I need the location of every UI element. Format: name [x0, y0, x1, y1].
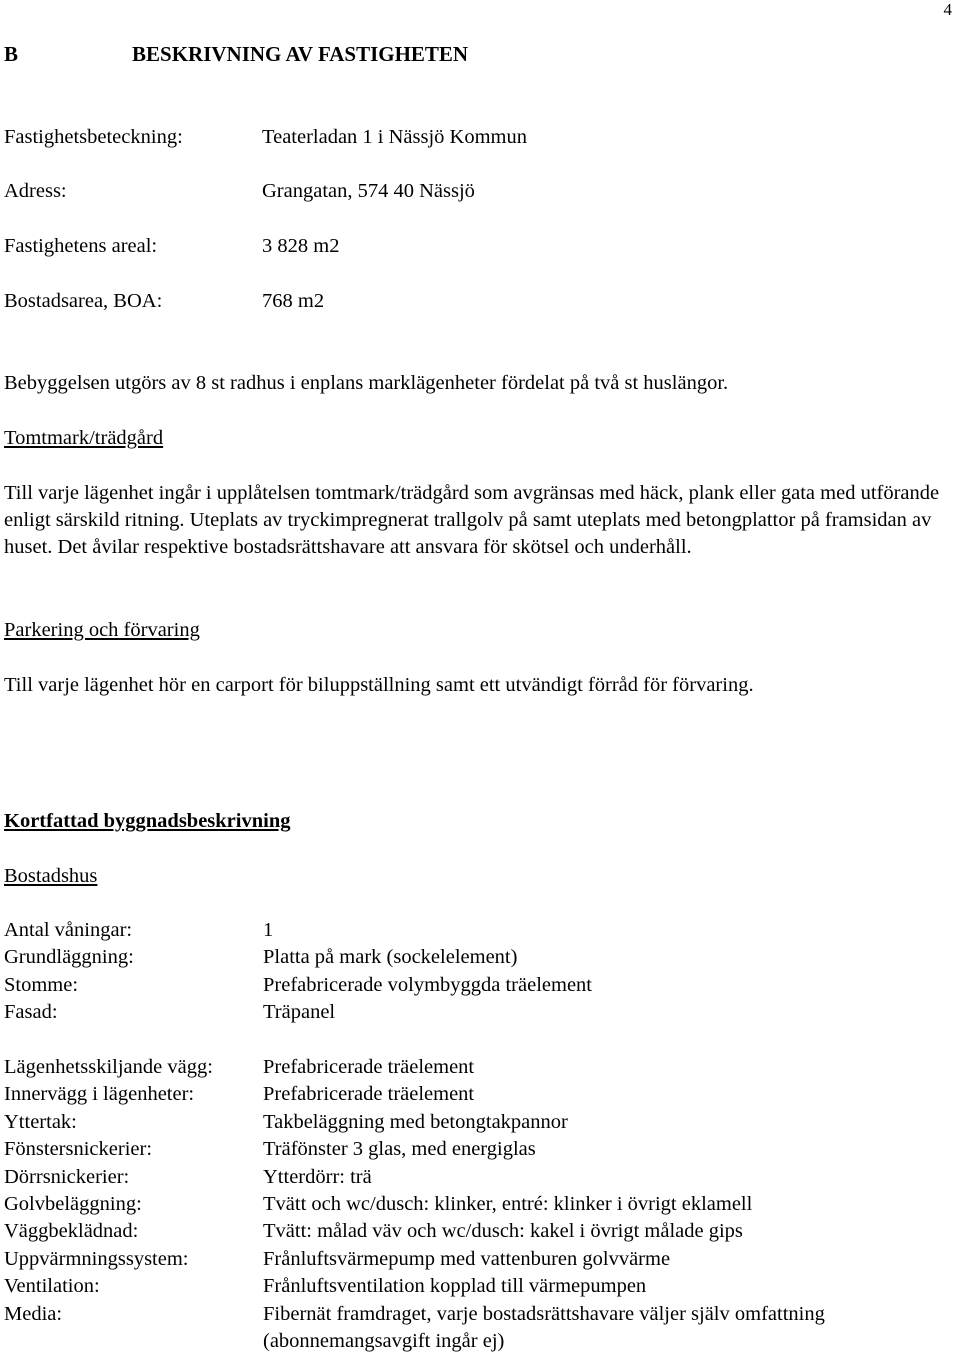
spec-value: Frånluftsventilation kopplad till värmepumpen — [263, 1275, 647, 1297]
spec-value: Frånluftsvärmepump med vattenburen golvvärme — [263, 1248, 671, 1270]
section-letter: B — [4, 42, 19, 66]
property-label: Adress: — [4, 180, 67, 202]
spec-label: Golvbeläggning: — [4, 1193, 142, 1215]
spec-value: Ytterdörr: trä — [263, 1166, 372, 1188]
spec-label: Uppvärmningssystem: — [4, 1248, 189, 1270]
page-number: 4 — [943, 0, 952, 19]
spec-value: Takbeläggning med betongtakpannor — [263, 1111, 568, 1133]
building-subheading: Bostadshus — [4, 865, 98, 887]
spec-label: Väggbeklädnad: — [4, 1220, 139, 1242]
spec-label: Stomme: — [4, 974, 79, 996]
spec-label: Media: — [4, 1303, 63, 1325]
spec-value: 1 — [263, 919, 274, 941]
spec-label: Ventilation: — [4, 1275, 100, 1297]
spec-value: Träfönster 3 glas, med energiglas — [263, 1138, 536, 1160]
parking-heading: Parkering och förvaring — [4, 619, 200, 641]
property-value: Grangatan, 574 40 Nässjö — [262, 180, 475, 202]
garden-text: Till varje lägenhet ingår i upplåtelsen tomtmark/trädgård som avgränsas med häck, plank eller gata med utförande enligt särskild ritning. Uteplats av tryckimpregnerat trallgolv på samt uteplats med betongplattor på framsidan av huset. Det åvilar respektive bostadsrättshavare att ansvara för skötsel och underhåll. — [4, 482, 940, 558]
spec-label: Innervägg i lägenheter: — [4, 1083, 195, 1105]
intro-text: Bebyggelsen utgörs av 8 st radhus i enplans marklägenheter fördelat på två st huslängor. — [4, 372, 729, 394]
spec-value: Prefabricerade träelement — [263, 1083, 475, 1105]
spec-value: Träpanel — [263, 1001, 336, 1023]
property-value: 3 828 m2 — [262, 235, 340, 257]
spec-value-continuation: (abonnemangsavgift ingår ej) — [263, 1330, 505, 1352]
spec-label: Grundläggning: — [4, 946, 134, 968]
spec-label: Dörrsnickerier: — [4, 1166, 130, 1188]
section-title: BESKRIVNING AV FASTIGHETEN — [132, 42, 469, 66]
building-heading: Kortfattad byggnadsbeskrivning — [4, 810, 291, 832]
spec-label: Lägenhetsskiljande vägg: — [4, 1056, 213, 1078]
property-label: Fastighetsbeteckning: — [4, 126, 183, 148]
property-label: Bostadsarea, BOA: — [4, 290, 163, 312]
spec-value: Tvätt och wc/dusch: klinker, entré: klinker i övrigt eklamell — [263, 1193, 753, 1215]
property-value: 768 m2 — [262, 290, 325, 312]
spec-value: Prefabricerade volymbyggda träelement — [263, 974, 592, 996]
parking-text: Till varje lägenhet hör en carport för biluppställning samt ett utvändigt förråd för förvaring. — [4, 674, 754, 696]
spec-value: Prefabricerade träelement — [263, 1056, 475, 1078]
spec-value: Platta på mark (sockelelement) — [263, 946, 518, 968]
spec-label: Yttertak: — [4, 1111, 77, 1133]
spec-value: Tvätt: målad väv och wc/dusch: kakel i övrigt målade gips — [263, 1220, 743, 1242]
property-value: Teaterladan 1 i Nässjö Kommun — [262, 126, 527, 148]
spec-label: Fönstersnickerier: — [4, 1138, 153, 1160]
spec-label: Fasad: — [4, 1001, 58, 1023]
spec-value: Fibernät framdraget, varje bostadsrättshavare väljer själv omfattning — [263, 1303, 825, 1325]
garden-heading: Tomtmark/trädgård — [4, 427, 164, 449]
spec-label: Antal våningar: — [4, 919, 133, 941]
property-label: Fastighetens areal: — [4, 235, 158, 257]
